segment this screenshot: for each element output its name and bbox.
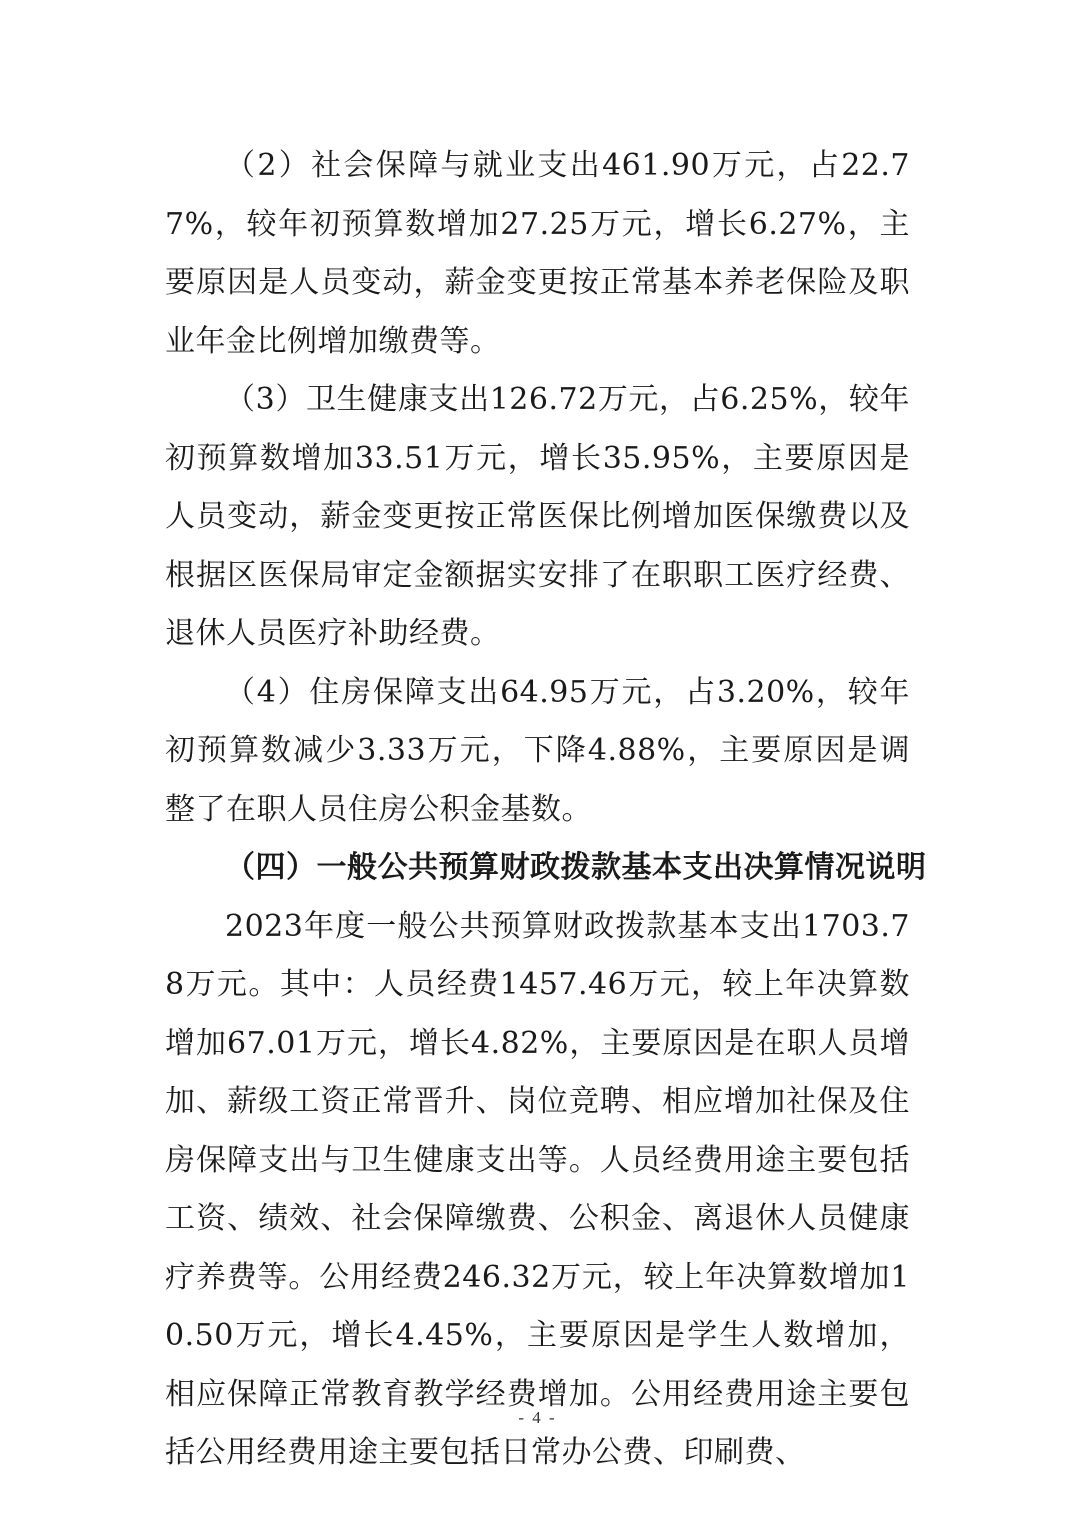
paragraph-health: （3）卫生健康支出126.72万元，占6.25%，较年初预算数增加33.51万元，增长35.95%，主要原因是人员变动，薪金变更按正常医保比例增加医保缴费以及根据区医保局审定金额据实安排了在职职工医疗经费、退休人员医疗补助经费。 bbox=[165, 382, 910, 651]
page-number: - 4 - bbox=[518, 1408, 557, 1427]
page-content bbox=[165, 137, 927, 1483]
paragraph-social-security: （2）社会保障与就业支出461.90万元，占22.77%，较年初预算数增加27.25万元，增长6.27%，主要原因是人员变动，薪金变更按正常基本养老保险及职业年金比例增加缴费等。 bbox=[165, 148, 910, 359]
paragraph-housing: （4）住房保障支出64.95万元，占3.20%，较年初预算数减少3.33万元，下降4.88%，主要原因是调整了在职人员住房公积金基数。 bbox=[165, 674, 910, 827]
section-heading: （四）一般公共预算财政拨款基本支出决算情况说明 bbox=[225, 850, 927, 885]
paragraph-basic-expenditure: 2023年度一般公共预算财政拨款基本支出1703.78万元。其中：人员经费1457.46万元，较上年决算数增加67.01万元，增长4.82%，主要原因是在职人员增加、薪级工资正常晋升、岗位竞聘、相应增加社保及住房保障支出与卫生健康支出等。人员经费用途主要包括工资、绩效、社会保障缴费、公积金、离退休人员健康疗养费等。公用经费246.32万元，较上年决算数增加10.50万元，增长4.45%，主要原因是学生人数增加，相应保障正常教育教学经费增加。公用经费用途主要包括公用经费用途主要包括日常办公费、印刷费、 bbox=[165, 908, 910, 1470]
